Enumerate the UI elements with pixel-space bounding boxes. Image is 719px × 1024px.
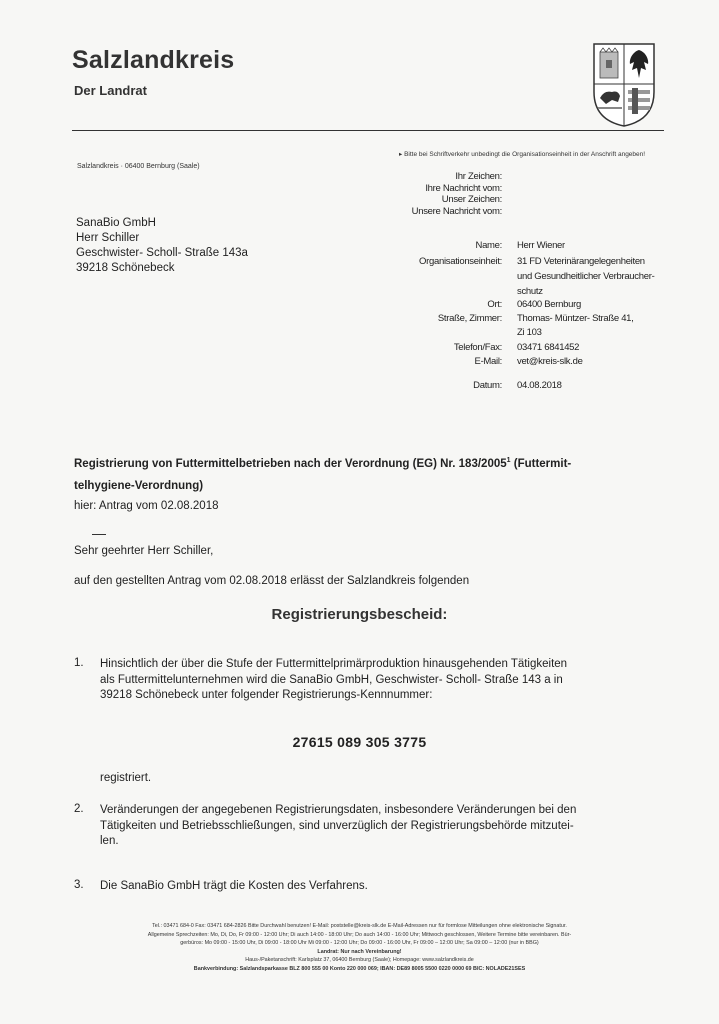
item-2-line-1: Veränderungen der angegebenen Registrierungsdaten, insbesondere Veränderungen bei den (100, 804, 577, 816)
subject-reference: hier: Antrag vom 02.08.2018 (74, 500, 219, 512)
recipient-person: Herr Schiller (76, 232, 140, 244)
contact-org-value-3: schutz (517, 286, 543, 297)
contact-street-label: Straße, Zimmer: (437, 313, 502, 324)
contact-name-label: Name: (475, 240, 502, 251)
recipient-company: SanaBio GmbH (76, 217, 156, 229)
contact-street-value-1: Thomas- Müntzer- Straße 41, (517, 313, 634, 324)
contact-phone-label: Telefon/Fax: (453, 342, 502, 353)
footer-line-1: Tel.: 03471 684-0 Fax: 03471 684-2826 Bitte Durchwahl benutzen! E-Mail: poststelle@kreis-slk.de E-Mail-Adressen nur für formlose Mitteilungen ohne elektronische Signatur. (152, 923, 567, 929)
item-1-number: 1. (74, 657, 84, 669)
ref-unser-zeichen: Unser Zeichen: (441, 194, 502, 205)
recipient-city: 39218 Schönebeck (76, 262, 175, 274)
organization-subtitle: Der Landrat (74, 83, 147, 98)
footer-line-2: Allgemeine Sprechzeiten: Mo, Di, Do, Fr 09:00 - 12:00 Uhr; Di auch 14:00 - 18:00 Uhr; Do auch 14:00 - 16:00 Uhr; Mittwoch geschlossen, Weitere Termine bitte vereinbaren. Bür- (147, 931, 572, 938)
reference-block (390, 171, 502, 217)
contact-org-label: Organisationseinheit: (419, 256, 502, 267)
footer-line-6: Bankverbindung: Salzlandsparkasse BLZ 800 555 00 Konto 220 000 069; IBAN: DE89 8005 5500 0220 0000 69 BIC: NOLADE21SES (193, 965, 526, 972)
contact-email-label: E-Mail: (474, 356, 502, 367)
subject (74, 450, 674, 497)
contact-org-value-1: 31 FD Veterinärangelegenheiten (517, 256, 645, 267)
item-2-number: 2. (74, 803, 84, 815)
recipient-street: Geschwister- Scholl- Straße 143a (76, 247, 248, 259)
contact-street-value-2: Zi 103 (517, 327, 542, 338)
intro-text: auf den gestellten Antrag vom 02.08.2018 erlässt der Salzlandkreis folgenden (74, 575, 470, 587)
item-1-line-1: Hinsichtlich der über die Stufe der Futtermittelprimärproduktion hinausgehenden Tätigkeiten (100, 658, 568, 670)
footer-line-5: Haus-/Paketanschrift: Karlsplatz 37, 06400 Bernburg (Saale); Homepage: www.salzlandkreis.de (245, 957, 474, 963)
registered-text: registriert. (100, 772, 152, 784)
contact-org-value-2: und Gesundheitlicher Verbraucher- (517, 271, 655, 282)
registration-number: 27615 089 305 3775 (292, 734, 427, 750)
ref-unsere-nachricht: Unsere Nachricht vom: (411, 205, 502, 217)
contact-ort-value: 06400 Bernburg (517, 299, 581, 310)
sender-line: Salzlandkreis · 06400 Bernburg (Saale) (77, 163, 200, 170)
item-2-line-3: len. (100, 835, 119, 847)
footer-line-4: Landrat: Nur nach Vereinbarung! (317, 948, 402, 955)
subject-line-1: Registrierung von Futtermittelbetrieben nach der Verordnung (EG) Nr. 183/2005 (74, 457, 507, 470)
header-divider (72, 130, 664, 131)
date-label: Datum: (473, 380, 502, 391)
address-hint: ▸ Bitte bei Schriftverkehr unbedingt die Organisationseinheit in der Anschrift angeben! (399, 151, 646, 158)
coat-of-arms-icon (592, 42, 656, 128)
contact-email-value[interactable]: vet@kreis-slk.de (517, 356, 583, 367)
subject-footnote-mark: 1 (506, 457, 511, 464)
item-3-text: Die SanaBio GmbH trägt die Kosten des Verfahrens. (100, 880, 368, 892)
date-value: 04.08.2018 (517, 380, 562, 391)
contact-ort-label: Ort: (487, 299, 502, 310)
ref-ihr-zeichen: Ihr Zeichen: (455, 171, 502, 182)
organization-title: Salzlandkreis (72, 46, 235, 74)
item-3-number: 3. (74, 879, 84, 891)
recipient-address (76, 216, 248, 276)
item-1-line-3: 39218 Schönebeck unter folgender Registrierungs-Kennnummer: (100, 689, 433, 701)
ref-ihre-nachricht: Ihre Nachricht vom: (425, 182, 502, 194)
item-2-line-2: Tätigkeiten und Betriebsschließungen, sind unverzüglich der Registrierungsbehörde mitzutei- (100, 819, 574, 832)
contact-phone-value: 03471 6841452 (517, 342, 580, 353)
footer (0, 922, 719, 973)
decision-heading: Registrierungsbescheid: (271, 606, 448, 623)
subject-line-1-end: (Futtermit- (510, 457, 572, 470)
item-2-text (100, 803, 576, 850)
item-1-line-2: als Futtermittelunternehmen wird die SanaBio GmbH, Geschwister- Scholl- Straße 143 a in (100, 673, 563, 686)
divider-dash (92, 534, 106, 535)
contact-name-value: Herr Wiener (517, 240, 565, 251)
subject-line-2: telhygiene-Verordnung) (74, 479, 204, 492)
item-1-text (100, 657, 567, 704)
salutation: Sehr geehrter Herr Schiller, (74, 545, 214, 557)
footer-line-3: gerbüros: Mo 09:00 - 15:00 Uhr, Di 09:00 - 18:00 Uhr Mi 09:00 - 12:00 Uhr; Do 09:00 - 16:00 Uhr, Fr 09:00 – 12:00 Uhr; Sa 09:00 – 12:00 (nur in BBG) (180, 940, 539, 946)
